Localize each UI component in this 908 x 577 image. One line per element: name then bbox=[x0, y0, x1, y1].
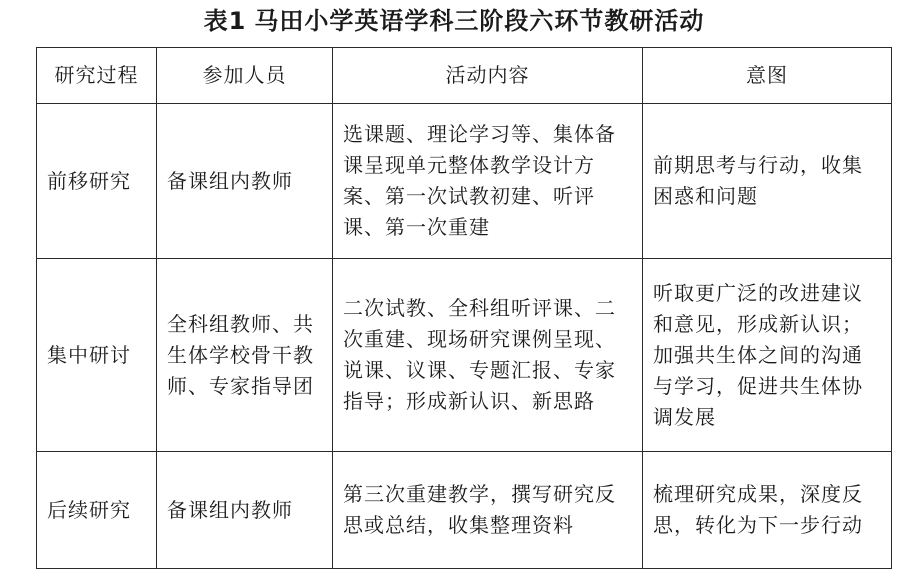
participants-cell: 全科组教师、共生体学校骨干教师、专家指导团 bbox=[157, 259, 333, 452]
content-cell: 二次试教、全科组听评课、二次重建、现场研究课例呈现、说课、议课、专题汇报、专家指导；形成新认识、新思路 bbox=[333, 259, 643, 452]
research-activity-table bbox=[36, 47, 892, 569]
participants-cell: 备课组内教师 bbox=[157, 104, 333, 259]
table-row bbox=[37, 104, 892, 259]
content-cell: 第三次重建教学，撰写研究反思或总结，收集整理资料 bbox=[333, 452, 643, 569]
header-content: 活动内容 bbox=[333, 48, 643, 104]
table-title: 马田小学英语学科三阶段六环节教研活动 bbox=[254, 7, 705, 35]
table-row bbox=[37, 452, 892, 569]
intent-cell: 梳理研究成果，深度反思，转化为下一步行动 bbox=[643, 452, 892, 569]
table-header-row bbox=[37, 48, 892, 104]
intent-cell: 前期思考与行动，收集困惑和问题 bbox=[643, 104, 892, 259]
intent-cell: 听取更广泛的改进建议和意见，形成新认识；加强共生体之间的沟通与学习，促进共生体协调发展 bbox=[643, 259, 892, 452]
header-participants: 参加人员 bbox=[157, 48, 333, 104]
header-intent: 意图 bbox=[643, 48, 892, 104]
stage-cell: 前移研究 bbox=[37, 104, 157, 259]
participants-cell: 备课组内教师 bbox=[157, 452, 333, 569]
stage-cell: 后续研究 bbox=[37, 452, 157, 569]
stage-cell: 集中研讨 bbox=[37, 259, 157, 452]
header-stage: 研究过程 bbox=[37, 48, 157, 104]
table-caption bbox=[0, 2, 908, 40]
table-number: 表1 bbox=[203, 7, 247, 35]
table-row bbox=[37, 259, 892, 452]
content-cell: 选课题、理论学习等、集体备课呈现单元整体教学设计方案、第一次试教初建、听评课、第一次重建 bbox=[333, 104, 643, 259]
